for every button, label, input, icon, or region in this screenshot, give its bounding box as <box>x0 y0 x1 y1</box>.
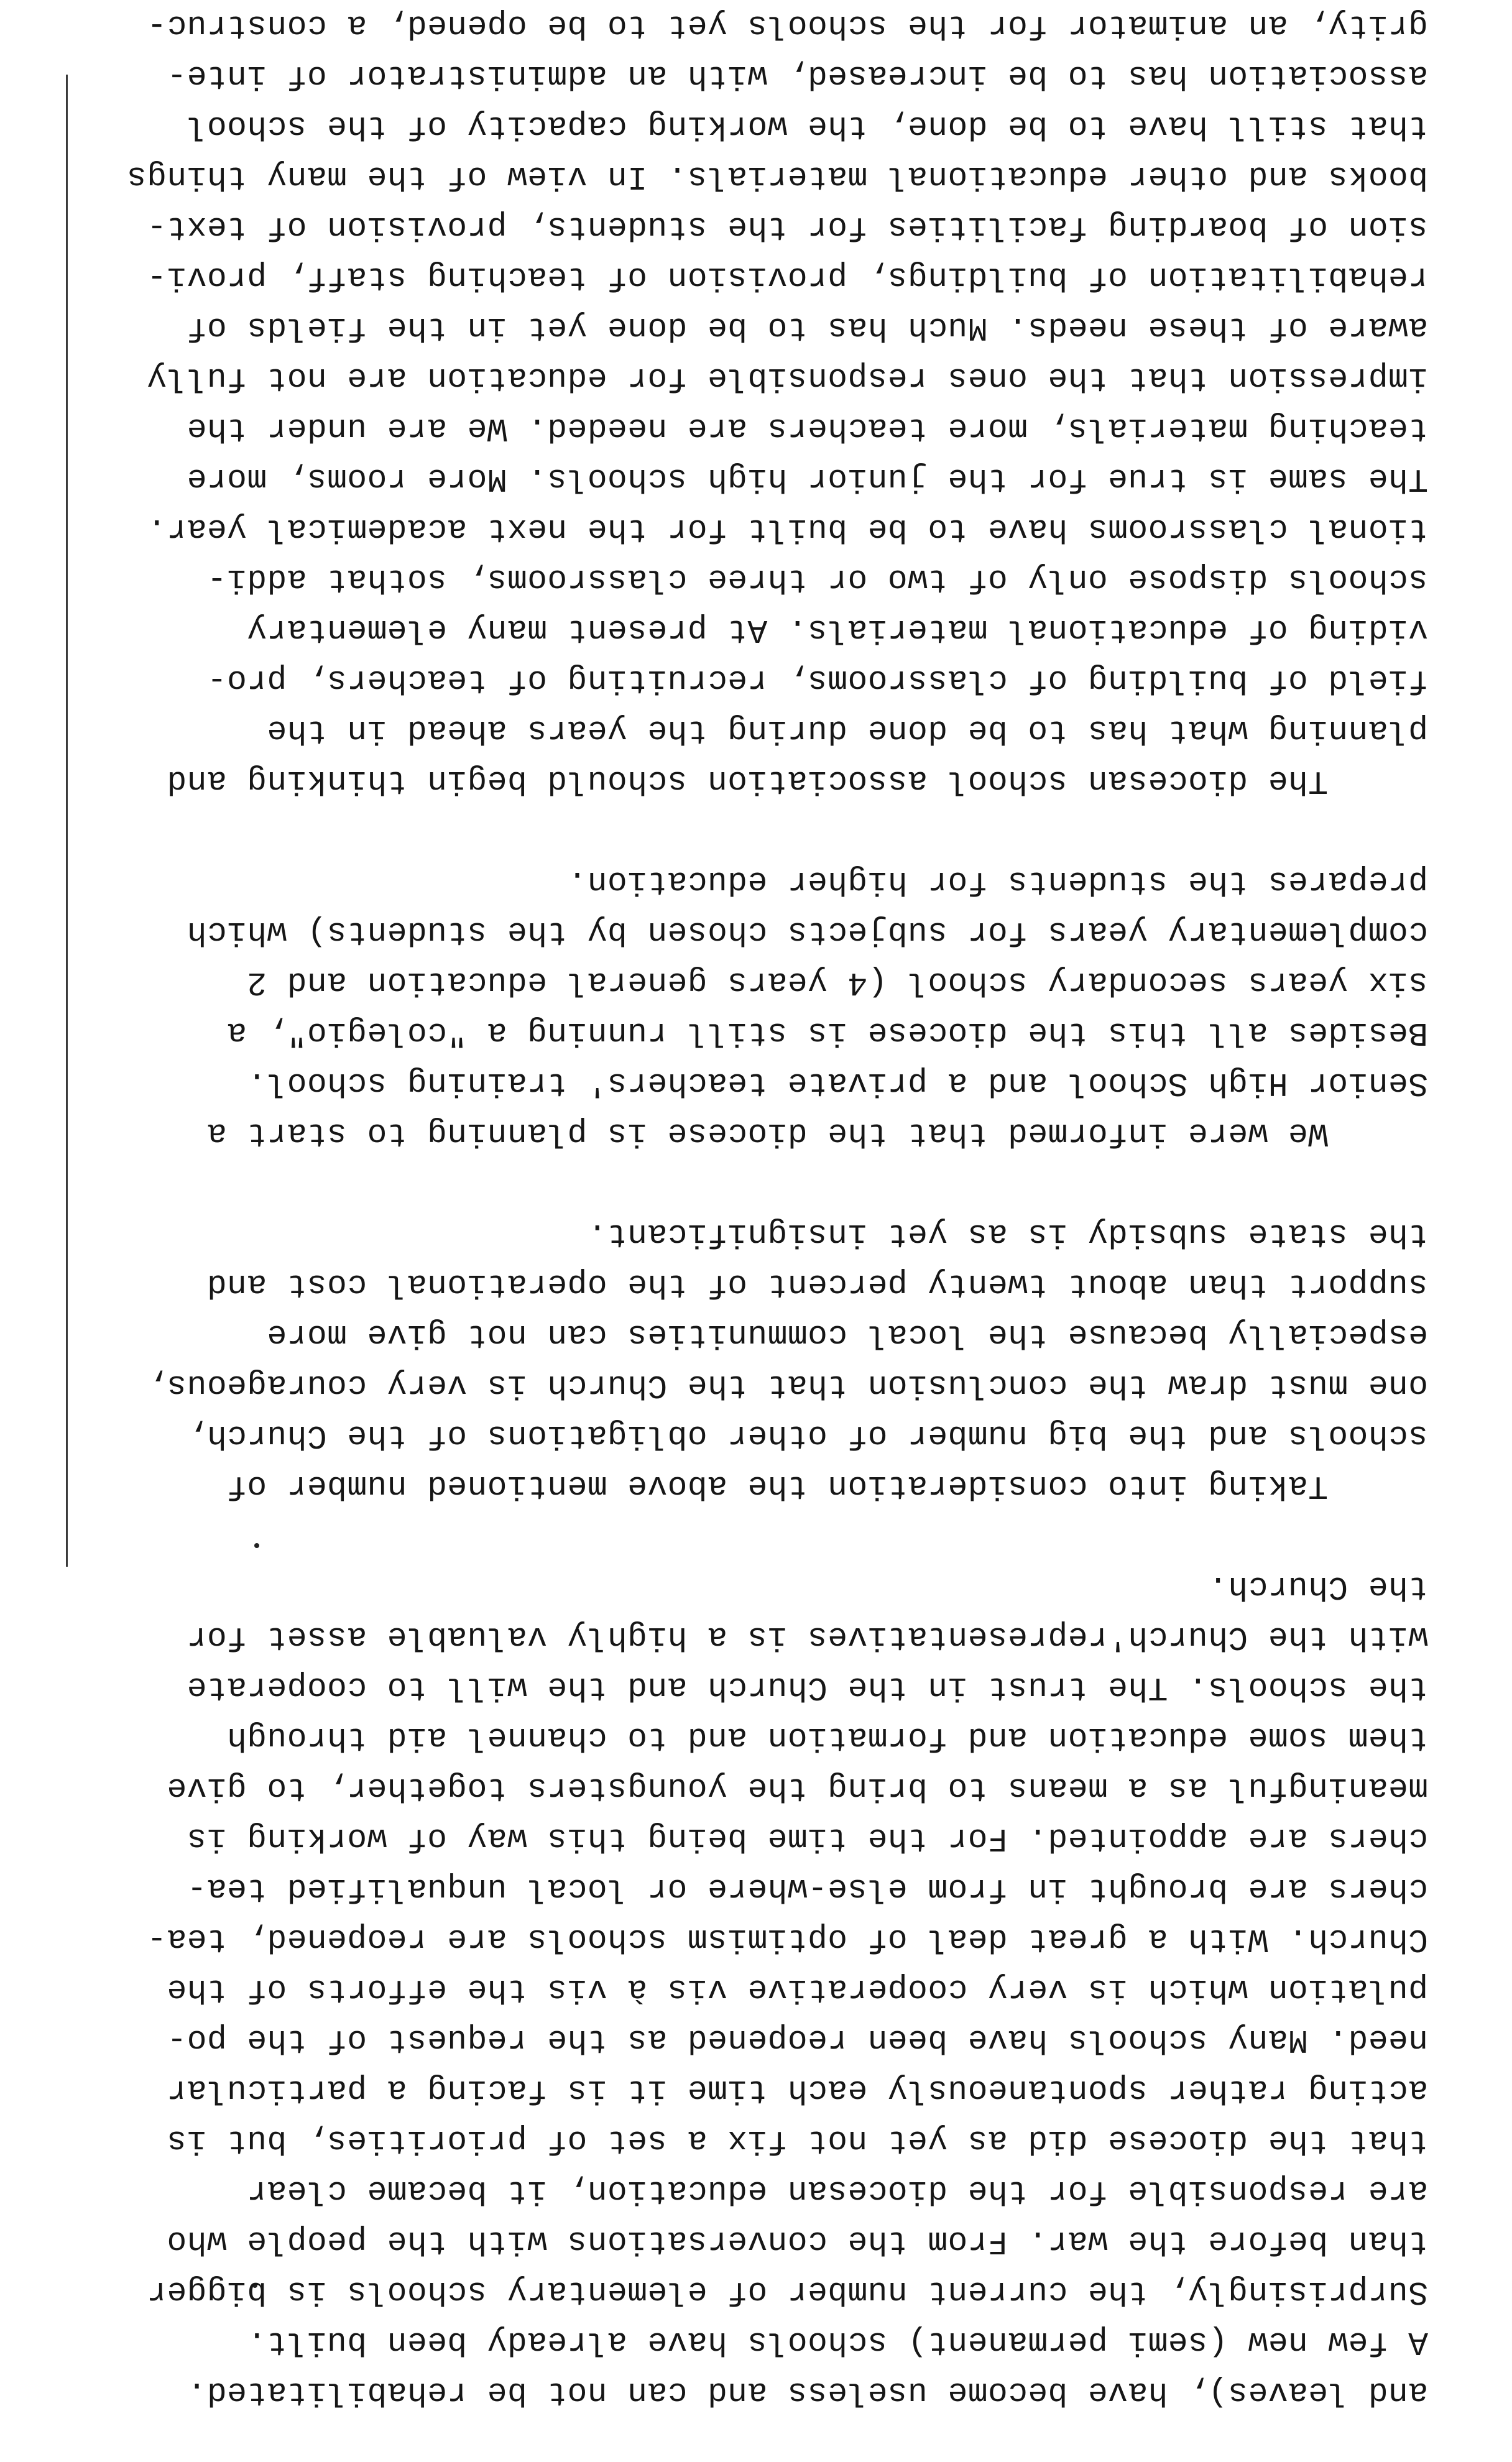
text-line: are responsible for the diocesan education, it became clear <box>246 2172 1428 2210</box>
text-line: The diocesan school association schould begin thinking and <box>167 762 1428 800</box>
text-line: tional classrooms have to be built for the next academical year. <box>146 510 1428 548</box>
text-line: chers are brought in from else-where or local unqualified tea- <box>187 1870 1428 1907</box>
text-line: need. Many schools have been reopened as the request of the po- <box>167 2021 1428 2059</box>
text-line: than before the war. From the conversations with the people who <box>167 2223 1428 2260</box>
text-line: grity, an animator for the schools yet to be opened, a construc- <box>146 7 1428 44</box>
text-line: prepares the students for higher education. <box>567 863 1428 900</box>
text-line: six years secondary school (4 years general education and 2 <box>246 964 1428 1001</box>
text-line: The same is true for the junior high schools. More rooms, more <box>187 460 1428 497</box>
text-line: schools and the big number of other obligations of the Church, <box>187 1417 1428 1454</box>
paragraph <box>23 0 1428 806</box>
text-line: sion of boarding facilities for the students, provision of text- <box>146 208 1428 246</box>
text-line: teaching materials, more teachers are needed. We are under the <box>187 410 1428 447</box>
text-line: acting rather spontaneously each time it is facing a particular <box>167 2072 1428 2109</box>
text-line: planning what has to be done during the years ahead in the <box>267 712 1428 749</box>
text-line: that the diocese did as yet not fix a set of priorities, but is <box>167 2122 1428 2159</box>
text-line: aware of these needs. Much has to be done yet in the fields of <box>187 309 1428 346</box>
text-line: pulation which is very cooperative vis à vis the efforts of the <box>167 1971 1428 2008</box>
text-line: that still have to be done, the working capacity of the school <box>187 108 1428 145</box>
text-line: Besides all this the diocese is still running a "colegio", a <box>226 1014 1428 1051</box>
text-line: Church. With a great deal of optimism schools are reopened, tea- <box>146 1920 1428 1958</box>
paragraph <box>23 1209 1428 1511</box>
text-line: Surprisingly, the current number of elementary schools is bigger <box>146 2273 1428 2310</box>
text-line: the Church. <box>1207 1568 1428 1605</box>
text-line: complementary years for subjects chosen by the students) which <box>187 913 1428 951</box>
text-line: with the Church'representatives is a highly valuable asset for <box>187 1618 1428 1656</box>
text-line: schools dispose only of two or three classrooms, sothat addi- <box>206 561 1428 598</box>
text-line: A few new (semi permanent) schools have already been built. <box>246 2323 1428 2361</box>
text-line: especially because the local communities can not give more <box>267 1316 1428 1353</box>
text-line: the schools. The trust in the Church and the will to cooperate <box>187 1669 1428 1706</box>
text-line: association has to be increased, with an administrator of inte- <box>167 57 1428 95</box>
text-line: viding of educational materials. At present many elementary <box>246 611 1428 648</box>
text-line: support than about twenty percent of the operational cost and <box>206 1266 1428 1303</box>
text-line: them some education and formation and to channel aid through <box>226 1719 1428 1756</box>
text-line: Senior High School and a private teachers' training school. <box>246 1064 1428 1102</box>
text-line: impression that the ones responsible for education are not fully <box>146 359 1428 397</box>
text-line: and leaves), have become useless and can not be rehabilitated. <box>187 2374 1428 2411</box>
text-line: field of building of classrooms, recruiting of teachers, pro- <box>206 662 1428 699</box>
text-line: chers are appointed. For the time being this way of working is <box>187 1820 1428 1857</box>
text-line: We were informed that the diocese is planning to start a <box>206 1115 1428 1152</box>
text-line: Taking into consideration the above mentioned number of <box>226 1467 1428 1505</box>
text-line: the state subsidy is as yet insignificant. <box>587 1215 1428 1253</box>
text-line: meaningful as a means to bring the youngsters together, to give <box>167 1769 1428 1807</box>
text-line: books and other educational materials. In view of the many things <box>126 158 1428 195</box>
paragraph <box>23 1561 1428 2417</box>
typed-text-body <box>23 0 1428 2417</box>
text-line: one must draw the conclusion that the Church is very courageous, <box>146 1367 1428 1404</box>
text-line: rehabilitation of buildings, provision of teaching staff, provi- <box>146 259 1428 296</box>
paragraph <box>23 856 1428 1158</box>
